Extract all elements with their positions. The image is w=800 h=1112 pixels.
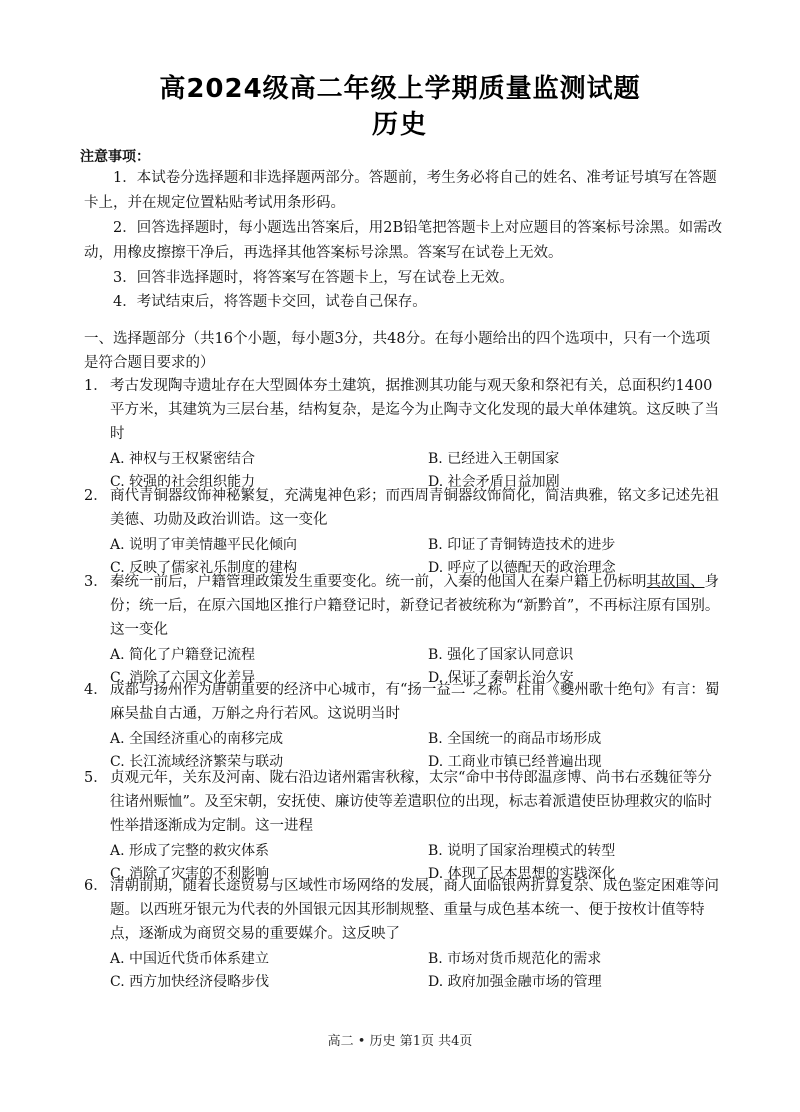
question-text: 考古发现陶寺遗址存在大型圆体夯土建筑，据推测其功能与观天象和祭祀有关，总面积约1400平方米，其建筑为三层台基，结构复杂，是迄今为止陶寺文化发现的最大单体建筑。这反映了当时 <box>110 378 719 442</box>
question-number: 4． <box>84 682 108 698</box>
option-d: D. 体现了民本思想的实践深化 <box>428 866 616 882</box>
exam-title: 高2024级高二年级上学期质量监测试题 <box>159 74 641 104</box>
subject-title: 历史 <box>371 110 428 140</box>
notice-item: 4．考试结束后，将答题卡交回，试卷自己保存。 <box>113 294 427 310</box>
option-a: A. 神权与王权紧密结合 <box>110 451 256 467</box>
question-stem <box>84 678 724 726</box>
question-stem <box>84 484 724 532</box>
question-number: 1． <box>84 378 108 394</box>
notice-item: 2．回答选择题时，每小题选出答案后，用2B铅笔把答题卡上对应题目的答案标号涂黑。如需改动，用橡皮擦擦干净后，再选择其他答案标号涂黑。答案写在试卷上无效。 <box>84 220 723 261</box>
option-c: C. 消除了六国文化差异 <box>110 670 256 686</box>
option-c: C. 较强的社会组织能力 <box>110 474 256 490</box>
option-d: D. 政府加强金融市场的管理 <box>428 974 602 990</box>
question-text: 贞观元年，关东及河南、陇右沿边诸州霜害秋稼，太宗“命中书侍郎温彦博、尚书右丞魏征等分往诸州赈恤”。及至宋朝，安抚使、廉访使等差遣职位的出现，标志着派遣使臣协理救灾的临时性举措逐渐成为定制。这一进程 <box>110 770 712 834</box>
option-d: D. 社会矛盾日益加剧 <box>428 474 560 490</box>
question-6 <box>84 874 724 994</box>
question-5 <box>84 766 724 886</box>
question-text: 成都与扬州作为唐朝重要的经济中心城市，有“扬一益二”之称。杜甫《夔州歌十绝句》有言：蜀麻吴盐自古通，万斛之舟行若风。这说明当时 <box>110 682 720 722</box>
question-number: 3． <box>84 574 108 590</box>
option-c: C. 消除了灾害的不利影响 <box>110 866 270 882</box>
option-b: B. 已经进入王朝国家 <box>428 451 560 467</box>
notice-item: 3．回答非选择题时，将答案写在答题卡上，写在试卷上无效。 <box>113 270 514 286</box>
option-c: C. 长江流域经济繁荣与联动 <box>110 754 284 770</box>
option-a: A. 简化了户籍登记流程 <box>110 647 256 663</box>
question-number: 6． <box>84 878 108 894</box>
notice-heading: 注意事项： <box>80 149 150 165</box>
question-text: 清朝前期，随着长途贸易与区域性市场网络的发展，商人面临银两折算复杂、成色鉴定困难等问题。以西班牙银元为代表的外国银元因其形制规整、重量与成色基本统一、便于按枚计值等特点，逐渐成为商贸交易的重要媒介。这反映了 <box>110 878 719 942</box>
option-b: B. 强化了国家认同意识 <box>428 647 574 663</box>
option-d: D. 呼应了以德配天的政治理念 <box>428 560 616 576</box>
option-b: B. 全国统一的商品市场形成 <box>428 731 602 747</box>
underlined-text: 其故国、 <box>646 574 705 590</box>
option-grid <box>110 948 724 994</box>
option-c: C. 西方加快经济侵略步伐 <box>110 974 270 990</box>
option-d: D. 保证了秦朝长治久安 <box>428 670 574 686</box>
question-stem <box>84 374 724 446</box>
option-b: B. 说明了国家治理模式的转型 <box>428 843 616 859</box>
question-text: 商代青铜器纹饰神秘繁复，充满鬼神色彩；而西周青铜器纹饰简化，简洁典雅，铭文多记述先祖美德、功勋及政治训诰。这一变化 <box>110 488 719 528</box>
question-number: 2． <box>84 488 108 504</box>
option-b: B. 印证了青铜铸造技术的进步 <box>428 537 616 553</box>
option-b: B. 市场对货币规范化的需求 <box>428 951 602 967</box>
question-number: 5． <box>84 770 108 786</box>
question-3 <box>84 570 724 690</box>
question-1 <box>84 374 724 494</box>
option-a: A. 中国近代货币体系建立 <box>110 951 270 967</box>
question-4 <box>84 678 724 774</box>
question-stem <box>84 766 724 838</box>
question-2 <box>84 484 724 580</box>
question-stem <box>84 874 724 946</box>
option-c: C. 反映了儒家礼乐制度的建构 <box>110 560 298 576</box>
option-a: A. 形成了完整的救灾体系 <box>110 843 270 859</box>
question-stem <box>84 570 724 642</box>
page-footer: 高二 • 历史 第1页 共4页 <box>327 1034 473 1049</box>
option-a: A. 说明了审美情趣平民化倾向 <box>110 537 298 553</box>
option-d: D. 工商业市镇已经普遍出现 <box>428 754 602 770</box>
question-text: 身份；统一后，在原六国地区推行户籍登记时，新登记者被统称为“新黔首”，不再标注原有国别。这一变化 <box>110 574 720 638</box>
section-heading: 一、选择题部分（共16个小题，每小题3分，共48分。在每小题给出的四个选项中，只有一个选项是符合题目要求的） <box>84 331 711 371</box>
option-a: A. 全国经济重心的南移完成 <box>110 731 284 747</box>
notice-item: 1．本试卷分选择题和非选择题两部分。答题前，考生务必将自己的姓名、准考证号填写在答题卡上，并在规定位置粘贴考试用条形码。 <box>84 170 717 211</box>
question-text: 秦统一前后，户籍管理政策发生重要变化。统一前，入秦的他国人在秦户籍上仍标明 <box>110 574 647 590</box>
